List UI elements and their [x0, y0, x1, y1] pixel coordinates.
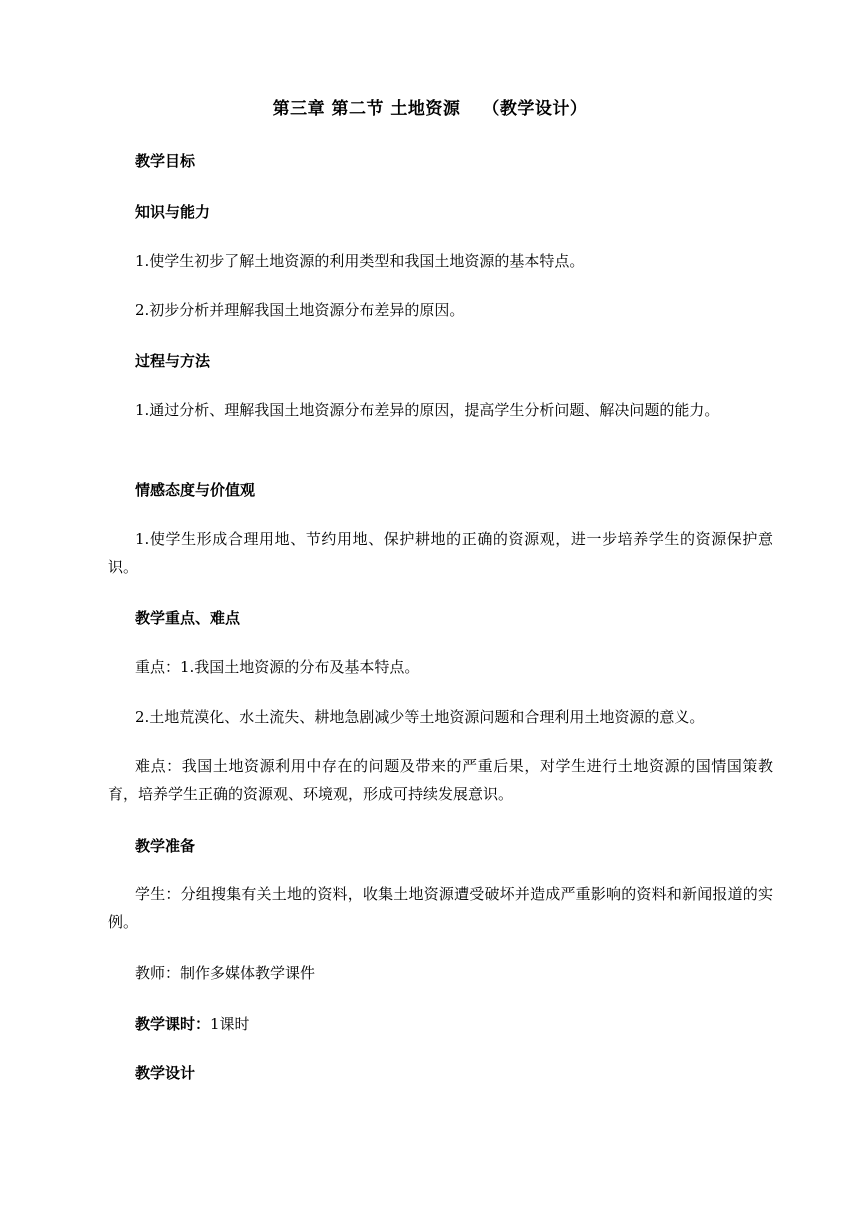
- prep-students-paragraph: 学生：分组搜集有关土地的资料，收集土地资源遭受破坏并造成严重影响的资料和新闻报道的实例。: [108, 885, 773, 931]
- objectives-heading: 教学目标: [135, 152, 196, 170]
- emotion-heading: 情感态度与价值观: [135, 481, 256, 499]
- teaching-hours: [135, 1013, 250, 1034]
- prep-teacher: 教师：制作多媒体教学课件: [135, 964, 316, 982]
- knowledge-item-1: 1.使学生初步了解土地资源的利用类型和我国土地资源的基本特点。: [135, 252, 585, 270]
- hours-label: 教学课时：: [135, 1015, 211, 1033]
- design-heading: 教学设计: [135, 1064, 196, 1082]
- knowledge-heading: 知识与能力: [135, 203, 211, 221]
- keypoint-item-2: 2.土地荒漠化、水土流失、耕地急剧减少等土地资源问题和合理利用土地资源的意义。: [135, 708, 705, 726]
- hours-value: 1课时: [210, 1015, 250, 1033]
- process-item-1: 1.通过分析、理解我国土地资源分布差异的原因，提高学生分析问题、解决问题的能力。: [135, 401, 720, 419]
- difficulty-paragraph: 难点：我国土地资源利用中存在的问题及带来的严重后果，对学生进行土地资源的国情国策教育，培养学生正确的资源观、环境观，形成可持续发展意识。: [108, 757, 773, 803]
- process-heading: 过程与方法: [135, 352, 211, 370]
- title-suffix: （教学设计）: [482, 99, 588, 119]
- emotion-item-1: 1.使学生形成合理用地、节约用地、保护耕地的正确的资源观，进一步培养学生的资源保护意识。: [108, 530, 773, 576]
- title-main: 第三章 第二节 土地资源: [272, 99, 461, 119]
- document-title: [0, 94, 860, 119]
- keypoints-heading: 教学重点、难点: [135, 609, 241, 627]
- keypoint-item-1: 重点：1.我国土地资源的分布及基本特点。: [135, 658, 420, 676]
- prep-heading: 教学准备: [135, 837, 196, 855]
- knowledge-item-2: 2.初步分析并理解我国土地资源分布差异的原因。: [135, 301, 465, 319]
